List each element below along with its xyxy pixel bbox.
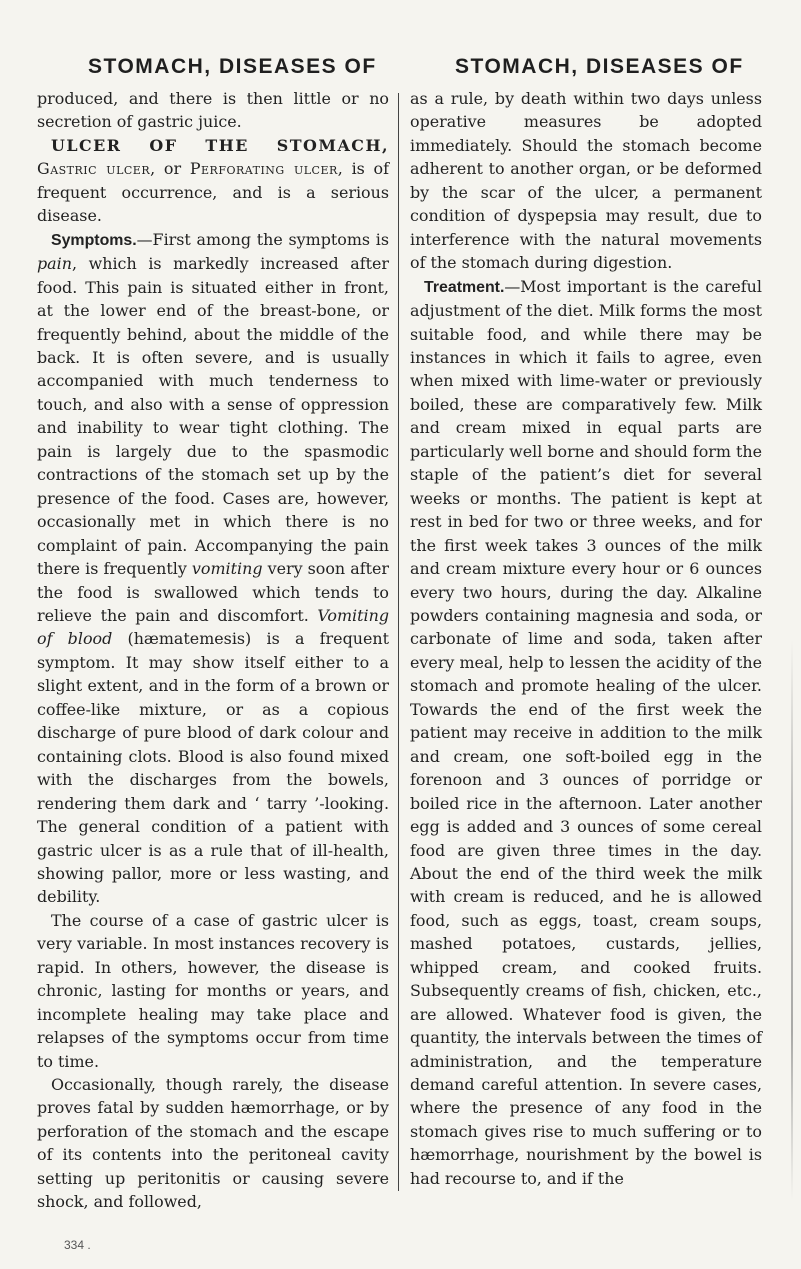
text-run: very soon after the food is swallowed which tends to relieve the pain and discomfort. (37, 559, 389, 625)
text-run: , is of frequent occurrence, and is a serious disease. (37, 159, 389, 226)
emphasis-vomiting-blood: Vomiting of blood (37, 605, 389, 649)
emphasis-vomiting: vomiting (191, 559, 263, 579)
page-number: 334 . (64, 1238, 91, 1252)
text-run: —First among the symptoms is (136, 229, 389, 249)
entry-heading: ULCER OF THE STOMACH, (51, 135, 389, 155)
section-label-symptoms: Symptoms. (51, 231, 137, 249)
emphasis-pain: pain (37, 254, 72, 274)
alt-name-gastric-ulcer: Gastric ulcer (37, 159, 151, 179)
running-head-left: STOMACH, DISEASES OF (88, 55, 377, 78)
paragraph-continuation: as a rule, by death within two days unless operative measures be adopted immediately. Should the stomach become adherent to another organ, or be deformed by the scar of the ulcer, a permanent condition of dyspepsia may result, due to interference with the natural movements of the stomach during digestion. (410, 89, 762, 273)
paragraph-ulcer-intro (37, 134, 389, 228)
left-column (37, 87, 389, 1214)
paragraph-symptoms (37, 228, 389, 909)
text-run: (hæmatemesis) is a frequent symptom. It may show itself either to a slight extent, and in the form of a brown or coffee-like mixture, or as a copious discharge of pure blood of dark colour and containing clots. Blood is also found mixed with the discharges from the bowels, rendering them dark and ‘ tarry ’-looking. The general condition of a patient with gastric ulcer is as a rule that of ill-health, showing pallor, more or less wasting, and debility. (37, 629, 389, 907)
right-column (410, 87, 762, 1190)
section-label-treatment: Treatment. (424, 278, 505, 296)
paragraph-continuation: produced, and there is then little or no secretion of gastric juice. (37, 89, 389, 132)
page-edge-shadow (791, 640, 793, 1200)
paragraph-treatment (410, 275, 762, 1191)
text-run: , which is markedly increased after food. This pain is situated either in front, at the lower end of the breast-bone, or frequently behind, about the middle of the back. It is often severe, and is usually accompanied with much tenderness to touch, and also with a sense of oppression and inability to wear tight clothing. The pain is largely due to the spasmodic contractions of the stomach set up by the presence of the food. Cases are, however, occasionally met in which there is no complaint of pain. Accompanying the pain there is frequently (37, 254, 389, 579)
text-run: —Most important is the careful adjustment of the diet. Milk forms the most suitable food, and while there may be instances in which it fails to agree, even when mixed with lime-water or previously boiled, these are comparatively few. Milk and cream mixed in equal parts are particularly well borne and should form the staple of the patient’s diet for several weeks or months. The patient is kept at rest in bed for two or three weeks, and for the first week takes 3 ounces of the milk and cream mixture every hour or 6 ounces every two hours, during the day. Alkaline powders containing magnesia and soda, or carbonate of lime and soda, taken after every meal, help to lessen the acidity of the stomach and promote healing of the ulcer. Towards the end of the first week the patient may receive in addition to the milk and cream, one soft-boiled egg in the forenoon and 3 ounces of porridge or boiled rice in the afternoon. Later another egg is added and 3 ounces of some cereal food are given three times in the day. About the end of the third week the milk with cream is reduced, and he is allowed food, such as eggs, toast, cream soups, mashed potatoes, custards, jellies, whipped cream, and cooked fruits. Subsequently creams of fish, chicken, etc., are allowed. Whatever food is given, the quantity, the intervals between the times of administration, and the temperature demand careful attention. In severe cases, where the presence of any food in the stomach gives rise to much suffering or to hæmorrhage, nourishment by the bowel is had recourse to, and if the (410, 276, 762, 1188)
paragraph-course: The course of a case of gastric ulcer is very variable. In most instances recovery is rapid. In others, however, the disease is chronic, lasting for months or years, and incomplete healing may take place and relapses of the symptoms occur from time to time. (37, 910, 389, 1071)
text-run: , or (150, 159, 190, 179)
running-head-right: STOMACH, DISEASES OF (455, 55, 744, 78)
column-divider (398, 93, 399, 1191)
paragraph-fatal: Occasionally, though rarely, the disease proves fatal by sudden hæmorrhage, or by perforation of the stomach and the escape of its contents into the peritoneal cavity setting up peritonitis or causing severe shock, and followed, (37, 1075, 389, 1212)
alt-name-perforating-ulcer: Perforating ulcer (189, 159, 338, 179)
